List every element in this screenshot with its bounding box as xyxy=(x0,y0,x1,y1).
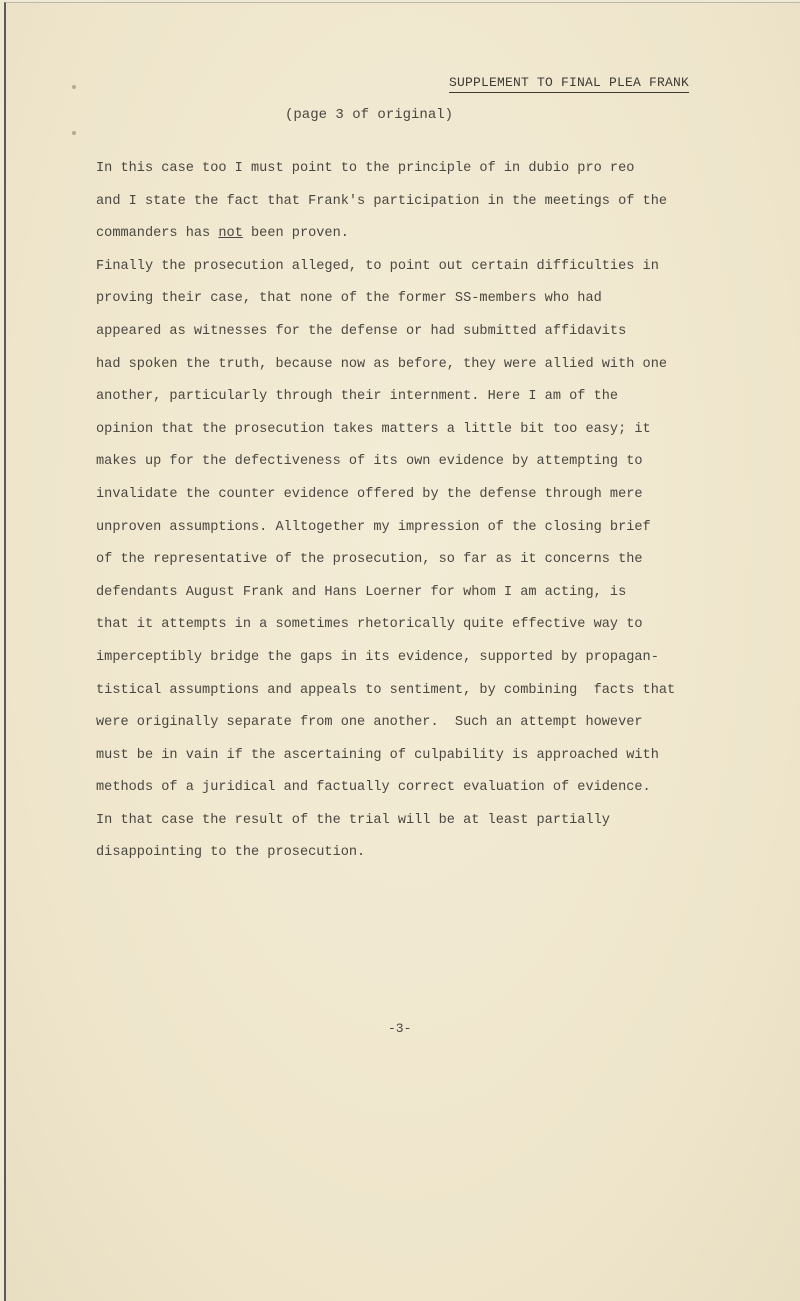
text-line: appeared as witnesses for the defense or had submitted affidavits xyxy=(96,323,627,339)
text-line: were originally separate from one another. Such an attempt however xyxy=(96,715,643,731)
text-line: Finally the prosecution alleged, to point out certain difficulties in xyxy=(96,258,659,274)
text-line: of the representative of the prosecution, so far as it concerns the xyxy=(96,552,643,568)
text-line: makes up for the defectiveness of its own evidence by attempting to xyxy=(96,454,643,470)
document-body xyxy=(96,153,736,870)
text-line: invalidate the counter evidence offered by the defense through mere xyxy=(96,486,643,502)
text-line: disappointing to the prosecution. xyxy=(96,845,366,861)
text-line: and I state the fact that Frank's participation in the meetings of the xyxy=(96,193,668,209)
text-line xyxy=(96,218,736,251)
text-line: imperceptibly bridge the gaps in its evidence, supported by propagan- xyxy=(96,649,659,665)
document-header: SUPPLEMENT TO FINAL PLEA FRANK xyxy=(449,75,689,93)
text-line: In that case the result of the trial will be at least partially xyxy=(96,812,610,828)
text-segment: been proven. xyxy=(242,226,349,242)
underlined-word: not xyxy=(218,226,243,242)
text-line: tistical assumptions and appeals to sentiment, by combining facts that xyxy=(96,682,676,698)
text-line: must be in vain if the ascertaining of culpability is approached with xyxy=(96,747,659,763)
punch-hole xyxy=(72,85,76,89)
text-line: unproven assumptions. Alltogether my impression of the closing brief xyxy=(96,519,651,535)
text-line: defendants August Frank and Hans Loerner for whom I am acting, is xyxy=(96,584,627,600)
page-number: -3- xyxy=(388,1021,412,1036)
text-line: methods of a juridical and factually correct evaluation of evidence. xyxy=(96,780,651,796)
punch-hole xyxy=(72,131,76,135)
text-line: proving their case, that none of the former SS-members who had xyxy=(96,291,602,307)
text-line: opinion that the prosecution takes matters a little bit too easy; it xyxy=(96,421,651,437)
text-line: In this case too I must point to the principle of in dubio pro reo xyxy=(96,161,635,176)
document-page xyxy=(4,2,800,1301)
text-line: another, particularly through their internment. Here I am of the xyxy=(96,389,619,405)
text-line: that it attempts in a sometimes rhetorically quite effective way to xyxy=(96,617,643,633)
text-line: had spoken the truth, because now as before, they were allied with one xyxy=(96,356,668,372)
text-segment: commanders has xyxy=(96,226,219,242)
document-subheader: (page 3 of original) xyxy=(285,107,454,123)
